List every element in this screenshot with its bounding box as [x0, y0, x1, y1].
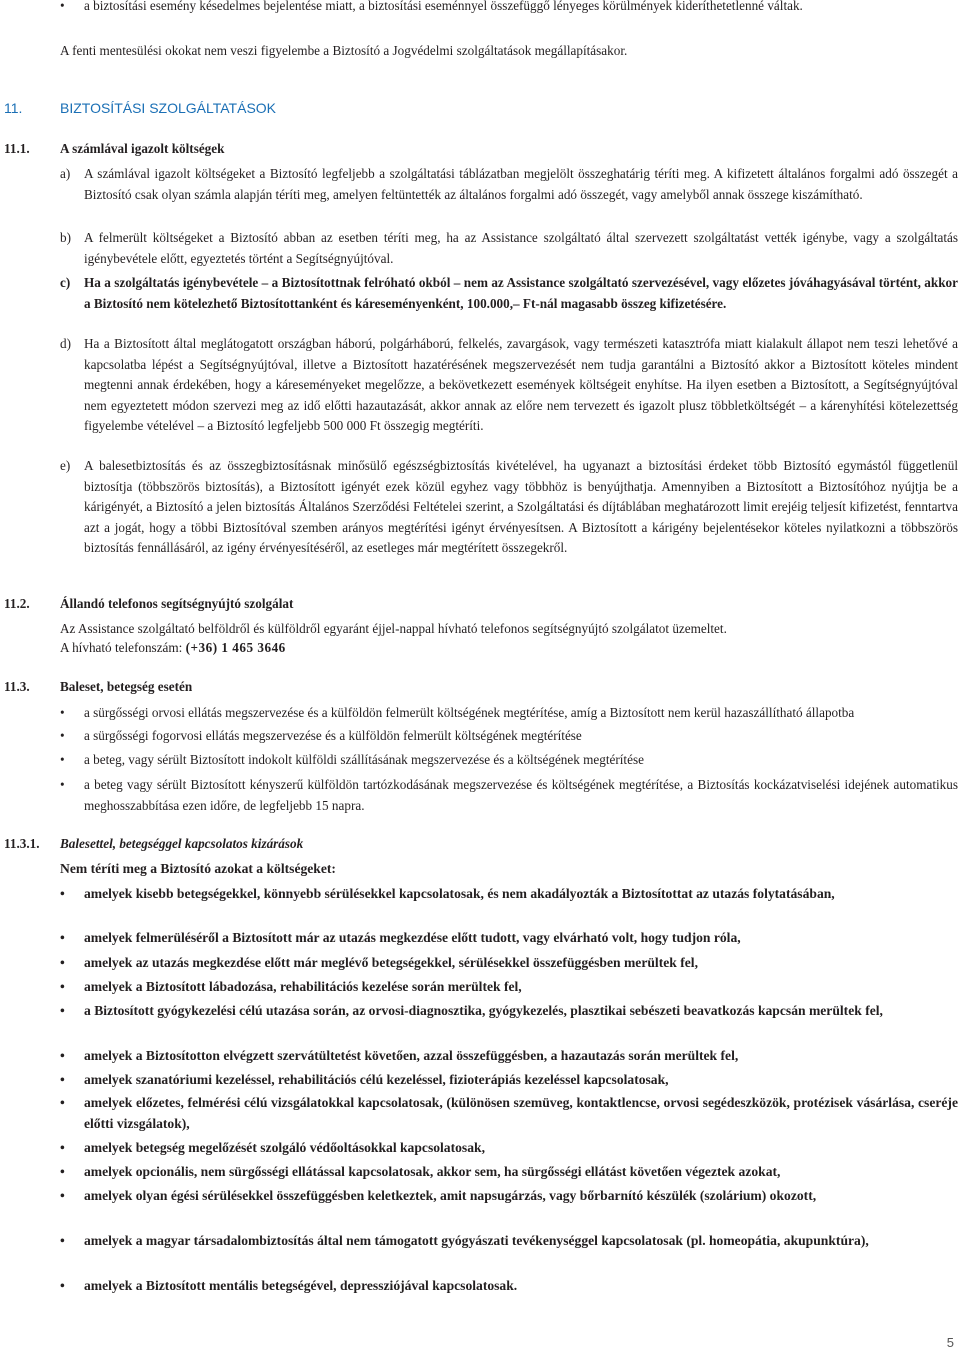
list-item: b) A felmerült költségeket a Biztosító abban az esetben téríti meg, ha az Assistance szolgáltató által szervezett szolgáltatást vették igénybe, vagy a szolgáltatás igénybevétele előtt, egyeztetés történt a Segítségnyújtóval. [60, 230, 958, 266]
exclusion-item: • amelyek szanatóriumi kezeléssel, rehabilitációs célú kezeléssel, fizioterápiás kezeléssel kapcsolatosak, [60, 1070, 958, 1091]
subsection-title: Baleset, betegség esetén [60, 679, 193, 694]
bullet-icon: • [60, 955, 65, 970]
bullet-icon: • [60, 1140, 65, 1155]
section-title: BIZTOSÍTÁSI SZOLGÁLTATÁSOK [60, 100, 277, 116]
phone-line [60, 638, 958, 659]
bullet-icon: • [60, 1233, 65, 1248]
list-item: d) Ha a Biztosított által meglátogatott országban háború, polgárháború, felkelés, zavargások, vagy természeti katasztrófa miatt kialakult állapot nem teszi lehetővé a kapcsolatba lépést a Segítségnyújtóval, illetve a Biztosított hazatérésének megszervezését nem tudja garantálni a Biztosító akkor a Biztosított köteles mindent megtenni annak érdekében, hogy a káreseményeket megelőzze, a bekövetkezett események költségeit enyhítse. Ha ilyen esetben a Biztosított, a Segítségnyújtóval nem egyeztetett módon szervezi meg az idő előtti hazautazását, akkor annak az előre nem tervezett és igazolt plusz többletköltségét – a kárenyhítési kötelezettség figyelembe vételével – a Biztosító legfeljebb 500 000 Ft összegig megtéríti. [60, 336, 958, 433]
phone-number: (+36) 1 465 3646 [185, 640, 286, 655]
bullet-icon: • [60, 1188, 65, 1203]
exclusions-lead: Nem téríti meg a Biztosító azokat a költségeket: [60, 861, 336, 876]
exclusion-item: • amelyek a magyar társadalombiztosítás által nem támogatott gyógyászati tevékenységgel kapcsolatosak (pl. homeopátia, akupunktúra), [60, 1231, 958, 1252]
bullet-icon: • [60, 1072, 65, 1087]
bullet-icon: • [60, 1003, 65, 1018]
list-item: • a sürgősségi fogorvosi ellátás megszervezése és a külföldön felmerült költségének megtérítése [60, 726, 958, 747]
section-number: 11. [4, 100, 23, 116]
exclusion-item: • amelyek az utazás megkezdése előtt már meglévő betegségekkel, sérülésekkel összefüggésben merültek fel, [60, 953, 958, 974]
bullet-icon: • [60, 1048, 65, 1063]
subsection-title: A számlával igazolt költségek [60, 141, 225, 156]
exclusion-item: • amelyek olyan égési sérülésekkel összefüggésben keletkeztek, amit napsugárzás, vagy bőrbarnító készülék (szolárium) okozott, [60, 1186, 958, 1207]
bullet-icon: • [60, 979, 65, 994]
bullet-icon: • [60, 1095, 65, 1110]
exclusion-item: • amelyek a Biztosított lábadozása, rehabilitációs kezelése során merültek fel, [60, 977, 958, 998]
bullet-icon: • [60, 1164, 65, 1179]
list-item: c) Ha a szolgáltatás igénybevétele – a Biztosítottnak felróható okból – nem az Assistance szolgáltató szervezésével, vagy előzetes jóváhagyásával történt, akkor a Biztosító nem kötelezhető Biztosítottanként és káreseményenként, 100.000,– Ft-nál magasabb összeg kifizetésére. [60, 275, 958, 311]
list-item: a) A számlával igazolt költségeket a Biztosító legfeljebb a szolgáltatási táblázatban megjelölt összeghatárig téríti meg. A kifizetett általános forgalmi adó összegét a Biztosító csak olyan számla alapján téríti meg, amelyen feltüntették az általános forgalmi adó összegét, vagy amelyből annak összege kiszámítható. [60, 166, 958, 202]
phone-label: A hívható telefonszám: [60, 640, 183, 655]
subsection-title: Balesettel, betegséggel kapcsolatos kizárások [60, 836, 304, 851]
exclusion-item: • amelyek a Biztosított mentális betegségével, depressziójával kapcsolatosak. [60, 1276, 958, 1297]
bullet-icon: • [60, 752, 65, 767]
exclusion-item: • amelyek kisebb betegségekkel, könnyebb sérülésekkel kapcsolatosak, és nem akadályozták a Biztosítottat az utazás folytatásában, [60, 884, 958, 905]
bullet-icon: • [60, 886, 65, 901]
subsection-number: 11.3. [4, 679, 30, 694]
subsection-title: Állandó telefonos segítségnyújtó szolgálat [60, 596, 294, 611]
bullet-icon: • [60, 705, 65, 720]
bullet-icon: • [60, 728, 65, 743]
list-item: • a beteg vagy sérült Biztosított kényszerű külföldön tartózkodásának megszervezése és költségének megtérítése, a Biztosítás kockázatviselési idejének automatikus meghosszabbítása ezen időre, de legfeljebb 15 napra. [60, 777, 958, 813]
exclusion-item: • amelyek opcionális, nem sürgősségi ellátással kapcsolatosak, akkor sem, ha sürgősségi ellátást követően végeztek azokat, [60, 1162, 958, 1183]
subsection-number: 11.2. [4, 596, 30, 611]
exclusion-item: • amelyek felmerüléséről a Biztosított már az utazás megkezdése előtt tudott, vagy elvárható volt, hogy tudjon róla, [60, 928, 958, 949]
exclusion-item: • a Biztosított gyógykezelési célú utazása során, az orvosi-diagnosztika, gyógykezelés, plasztikai sebészeti beavatkozás kapcsán merültek fel, [60, 1001, 958, 1022]
bullet-icon: • [60, 1278, 65, 1293]
subsection-number: 11.3.1. [4, 836, 40, 851]
bullet-icon: • [60, 930, 65, 945]
exclusion-item: • amelyek a Biztosítotton elvégzett szervátültetést követően, azzal összefüggésben, a hazautazás során merültek fel, [60, 1046, 958, 1067]
list-item: • a sürgősségi orvosi ellátás megszervezése és a külföldön felmerült költségének megtérítése, amíg a Biztosított nem kerül hazaszállítható állapotba [60, 703, 958, 724]
subsection-number: 11.1. [4, 141, 30, 156]
paragraph: Az Assistance szolgáltató belföldről és külföldről egyaránt éjjel-nappal hívható telefonos segítségnyújtó szolgálatot üzemeltet. [60, 621, 727, 636]
bullet-icon: • [60, 777, 65, 792]
page-number: 5 [946, 1334, 954, 1350]
list-item: • a biztosítási esemény késedelmes bejelentése miatt, a biztosítási eseménnyel összefüggő lényeges körülmények kideríthetetlenné váltak. [60, 0, 958, 17]
exclusion-item: • amelyek előzetes, felmérési célú vizsgálatokkal kapcsolatosak, (különösen szemüveg, kontaktlencse, orvosi segédeszközök, protézisek vásárlása, cseréje előtti vizsgálatok), [60, 1095, 958, 1131]
list-item: e) A balesetbiztosítás és az összegbiztosításnak minősülő egészségbiztosítás kivételével, ha ugyanazt a biztosítási érdeket több Biztosító egymástól függetlenül biztosítja (többszörös biztosítás), a Biztosított igényét ezek közül egyhez vagy többhöz is benyújthatja. Amennyiben a Biztosított a Biztosítóhoz nyújtja be a kárigényét, a Biztosító a jelen biztosítás Általános Szerződési Feltételei szerint, a Szolgáltatási és díjtáblában meghatározott limit erejéig teljesít kifizetést, fenntartva azt a jogát, hogy a többi Biztosítóval szemben arányos megtérítési igényt érvényesítsen. A Biztosított a kárigény bejelentésekor köteles nyilatkozni a többszörös biztosítás fennállásáról, az igény érvényesítéséről, az esetleges már megtérített összegekről. [60, 458, 958, 555]
bullet-icon: • [60, 0, 65, 13]
exclusion-item: • amelyek betegség megelőzését szolgáló védőoltásokkal kapcsolatosak, [60, 1138, 958, 1159]
list-item: • a beteg, vagy sérült Biztosított indokolt külföldi szállításának megszervezése és a költségének megtérítése [60, 750, 958, 771]
top-note: A fenti mentesülési okokat nem veszi figyelembe a Biztosító a Jogvédelmi szolgáltatások megállapításakor. [60, 43, 628, 58]
